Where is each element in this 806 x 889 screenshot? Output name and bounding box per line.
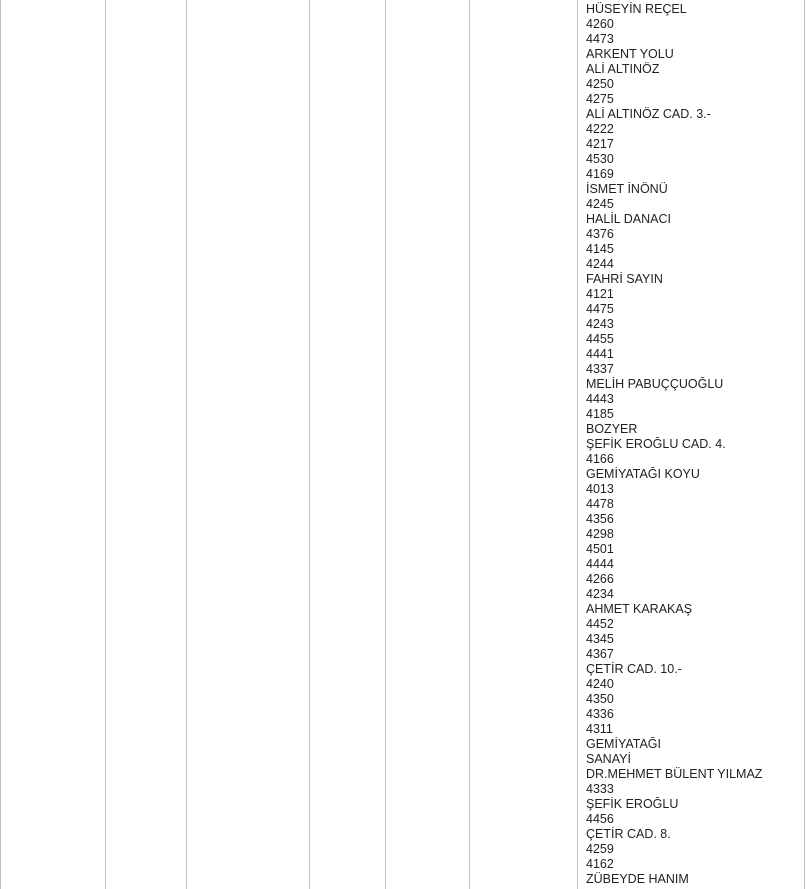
list-item: 4185 xyxy=(586,407,614,421)
list-item: BOZYER xyxy=(586,422,638,436)
list-item: AHMET KARAKAŞ xyxy=(586,602,693,616)
list-item: 4473 xyxy=(586,32,614,46)
list-item: 4443 xyxy=(586,392,614,406)
list-item: FAHRİ SAYIN xyxy=(586,272,663,286)
list-item: DR.MEHMET BÜLENT YILMAZ xyxy=(586,767,763,781)
list-item: 4452 xyxy=(586,617,614,631)
list-item: 4250 xyxy=(586,77,614,91)
table-column-5 xyxy=(385,0,469,889)
list-item: 4169 xyxy=(586,167,614,181)
list-item: 4501 xyxy=(586,542,614,556)
table-column-2 xyxy=(105,0,186,889)
list-item: 4475 xyxy=(586,302,614,316)
list-item: 4456 xyxy=(586,812,614,826)
list-item: 4244 xyxy=(586,257,614,271)
table-column-6 xyxy=(469,0,577,889)
list-item: 4356 xyxy=(586,512,614,526)
list-item: MELİH PABUÇÇUOĞLU xyxy=(586,377,724,391)
table-column-1 xyxy=(0,0,105,889)
list-item: 4275 xyxy=(586,92,614,106)
list-item: 4333 xyxy=(586,782,614,796)
list-item: 4441 xyxy=(586,347,614,361)
list-item: 4367 xyxy=(586,647,614,661)
entry-list xyxy=(586,2,801,887)
list-item: HÜSEYİN REÇEL xyxy=(586,2,687,16)
list-item: 4336 xyxy=(586,707,614,721)
list-item: İSMET İNÖNÜ xyxy=(586,182,668,196)
list-item: ALİ ALTINÖZ xyxy=(586,62,660,76)
list-item: 4243 xyxy=(586,317,614,331)
list-item: ŞEFİK EROĞLU xyxy=(586,797,679,811)
list-item: GEMİYATAĞI xyxy=(586,737,662,751)
list-item: ZÜBEYDE HANIM xyxy=(586,872,689,886)
list-item: 4121 xyxy=(586,287,614,301)
list-item: SANAYİ xyxy=(586,752,631,766)
list-item: 4530 xyxy=(586,152,614,166)
list-item: 4345 xyxy=(586,632,614,646)
list-item: ÇETİR CAD. 8. xyxy=(586,827,671,841)
list-item: 4240 xyxy=(586,677,614,691)
list-item: 4245 xyxy=(586,197,614,211)
list-item: 4222 xyxy=(586,122,614,136)
table-column-4 xyxy=(309,0,385,889)
list-item: ARKENT YOLU xyxy=(586,47,674,61)
list-item: ÇETİR CAD. 10.- xyxy=(586,662,682,676)
list-item: GEMİYATAĞI KOYU xyxy=(586,467,700,481)
list-item: ALİ ALTINÖZ CAD. 3.- xyxy=(586,107,711,121)
list-item: 4311 xyxy=(586,722,613,736)
list-item: 4455 xyxy=(586,332,614,346)
list-item: ŞEFİK EROĞLU CAD. 4. xyxy=(586,437,726,451)
list-item: 4266 xyxy=(586,572,614,586)
list-item: 4166 xyxy=(586,452,614,466)
list-item: 4145 xyxy=(586,242,614,256)
list-item: 4337 xyxy=(586,362,614,376)
list-item: 4260 xyxy=(586,17,614,31)
list-item: 4162 xyxy=(586,857,614,871)
list-item: 4013 xyxy=(586,482,614,496)
list-item: 4350 xyxy=(586,692,614,706)
list-item: 4217 xyxy=(586,137,614,151)
list-item: 4234 xyxy=(586,587,614,601)
list-item: 4298 xyxy=(586,527,614,541)
list-item: 4478 xyxy=(586,497,614,511)
list-item: 4444 xyxy=(586,557,614,571)
list-item: HALİL DANACI xyxy=(586,212,671,226)
list-item: 4376 xyxy=(586,227,614,241)
list-item: 4259 xyxy=(586,842,614,856)
table-column-3 xyxy=(186,0,309,889)
